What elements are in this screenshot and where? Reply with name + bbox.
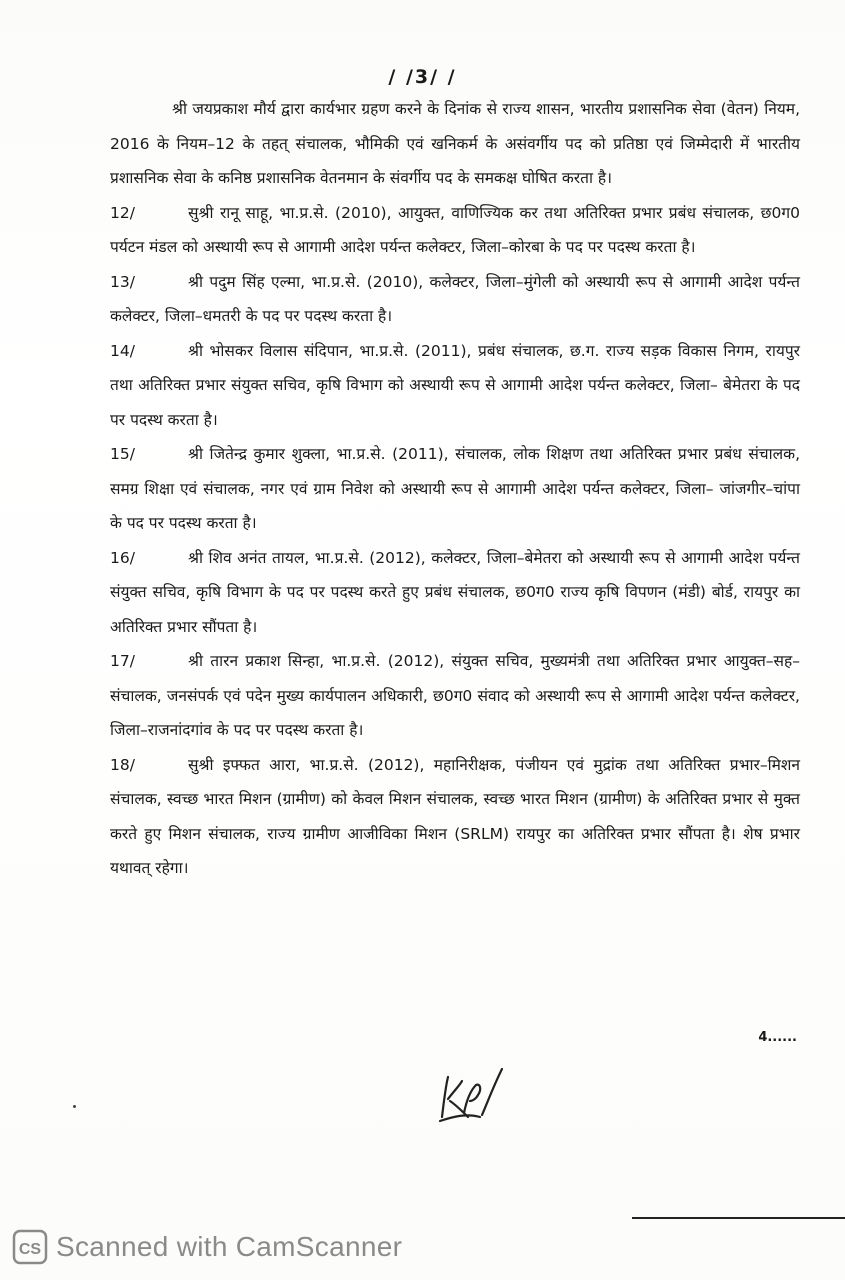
order-text: श्री तारन प्रकाश सिन्हा, भा.प्र.से. (2012), संयुक्त सचिव, मुख्यमंत्री तथा अतिरिक्त प्रभार आयुक्त–सह– संचालक, जनसंपर्क एवं पदेन मुख्य कार्यपालन अधिकारी, छ0ग0 संवाद को अस्थायी रूप से आगामी आदेश पर्यन्त कलेक्टर, जिला–राजनांदगांव के पद पर पदस्थ करता है।	[110, 652, 800, 739]
handwritten-signature	[432, 1055, 522, 1135]
order-number: 16/	[110, 548, 135, 567]
camscanner-logo-icon	[12, 1229, 48, 1265]
intro-paragraph-text: श्री जयप्रकाश मौर्य द्वारा कार्यभार ग्रहण करने के दिनांक से राज्य शासन, भारतीय प्रशासनिक सेवा (वेतन) नियम, 2016 के नियम–12 के तहत् संचालक, भौमिकी एवं खनिकर्म के असंवर्गीय पद को प्रतिष्ठा एवं जिम्मेदारी में भारतीय प्रशासनिक सेवा के कनिष्ठ प्रशासनिक वेतनमान के संवर्गीय पद के समकक्ष घोषित करता है।	[110, 100, 800, 187]
order-number: 13/	[110, 272, 135, 291]
page-number: / /3/ /	[388, 66, 457, 88]
order-item	[110, 437, 800, 541]
camscanner-watermark-text: Scanned with CamScanner	[56, 1231, 403, 1262]
intro-paragraph	[110, 92, 800, 196]
order-item	[110, 196, 800, 265]
order-number: 15/	[110, 445, 135, 463]
order-text: श्री शिव अनंत तायल, भा.प्र.से. (2012), कलेक्टर, जिला–बेमेतरा को अस्थायी रूप से आगामी आदेश पर्यन्त संयुक्त सचिव, कृषि विभाग के पद पर पदस्थ करते हुए प्रबंध संचालक, छ0ग0 राज्य कृषि विपणन (मंडी) बोर्ड, रायपुर का अतिरिक्त प्रभार सौंपता है।	[110, 548, 800, 636]
order-number: 18/	[110, 755, 135, 774]
order-item	[110, 334, 800, 438]
order-text: श्री पदुम सिंह एल्मा, भा.प्र.से. (2010), कलेक्टर, जिला–मुंगेली को अस्थायी रूप से आगामी आदेश पर्यन्त कलेक्टर, जिला–धमतरी के पद पर पदस्थ करता है।	[110, 272, 800, 325]
order-text: श्री जितेन्द्र कुमार शुक्ला, भा.प्र.से. (2011), संचालक, लोक शिक्षण तथा अतिरिक्त प्रभार प्रबंध संचालक, समग्र शिक्षा एवं संचालक, नगर एवं ग्राम निवेश को अस्थायी रूप से आगामी आदेश पर्यन्त कलेक्टर, जिला– जांजगीर–चांपा के पद पर पदस्थ करता है।	[110, 445, 800, 532]
camscanner-logo-text: CS	[18, 1241, 42, 1258]
order-number: 17/	[110, 652, 135, 670]
order-item	[110, 265, 800, 334]
order-item	[110, 748, 800, 886]
continuation-marker: 4......	[758, 1030, 797, 1045]
camscanner-watermark	[12, 1227, 402, 1267]
order-number: 14/	[110, 341, 135, 360]
order-text: श्री भोसकर विलास संदिपान, भा.प्र.से. (2011), प्रबंध संचालक, छ.ग. राज्य सड़क विकास निगम, रायपुर तथा अतिरिक्त प्रभार संयुक्त सचिव, कृषि विभाग को अस्थायी रूप से आगामी आदेश पर्यन्त कलेक्टर, जिला– बेमेतरा के पद पर पदस्थ करता है।	[110, 341, 800, 429]
order-item	[110, 541, 800, 645]
order-text: सुश्री इफ्फत आरा, भा.प्र.से. (2012), महानिरीक्षक, पंजीयन एवं मुद्रांक तथा अतिरिक्त प्रभार–मिशन संचालक, स्वच्छ भारत मिशन (ग्रामीण) को केवल मिशन संचालक, स्वच्छ भारत मिशन (ग्रामीण) के अतिरिक्त प्रभार से मुक्त करते हुए मिशन संचालक, राज्य ग्रामीण आजीविका मिशन (SRLM) रायपुर का अतिरिक्त प्रभार सौंपता है। शेष प्रभार यथावत् रहेगा।	[110, 755, 800, 877]
document-body	[110, 92, 800, 886]
order-number: 12/	[110, 203, 135, 222]
scan-edge-line	[632, 1217, 845, 1219]
order-text: सुश्री रानू साहू, भा.प्र.से. (2010), आयुक्त, वाणिज्यिक कर तथा अतिरिक्त प्रभार प्रबंध संचालक, छ0ग0 पर्यटन मंडल को अस्थायी रूप से आगामी आदेश पर्यन्त कलेक्टर, जिला–कोरबा के पद पर पदस्थ करता है।	[110, 203, 800, 256]
scan-speck	[73, 1105, 76, 1108]
order-item	[110, 644, 800, 748]
